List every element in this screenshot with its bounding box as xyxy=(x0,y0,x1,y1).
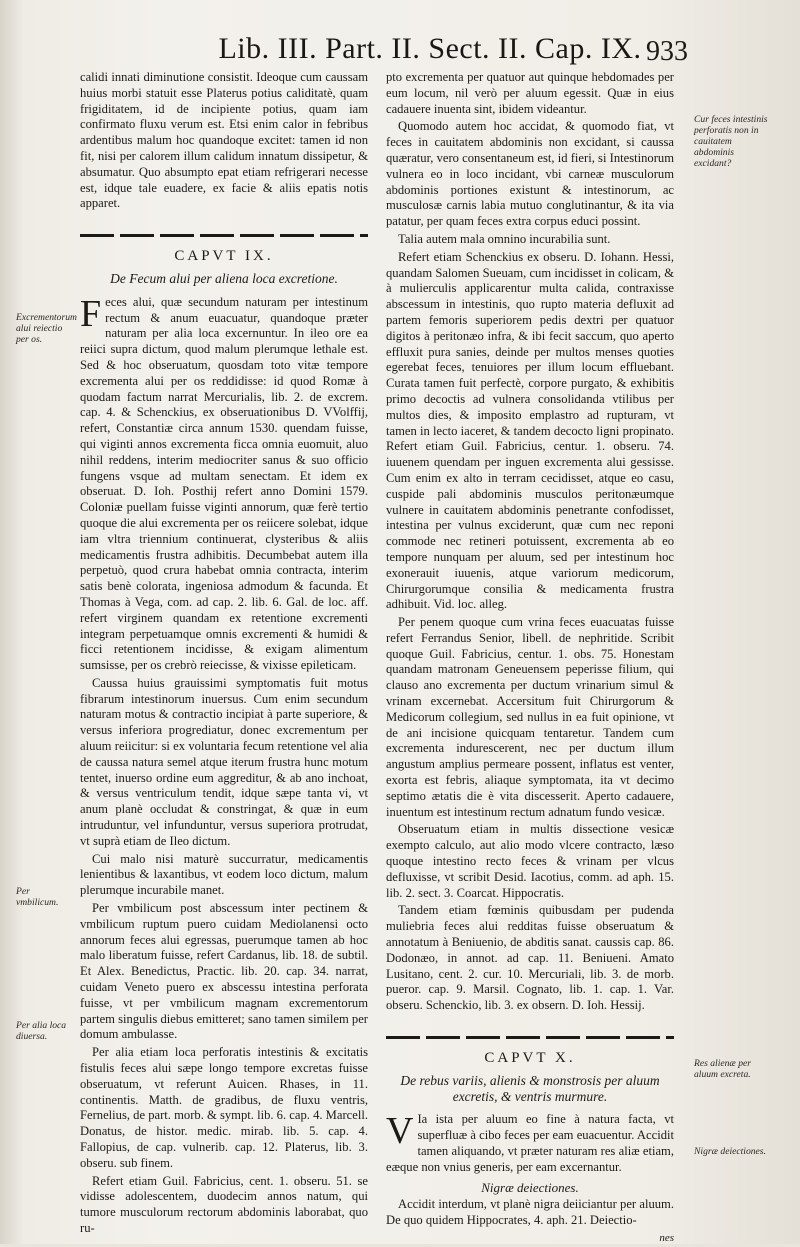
paragraph-text: Ia ista per aluum eo fine à natura facta, vt superfluæ à cibo feces per eam euacuentur. Accidit tamen aliquando, vt præter naturam res aliæ etiam, eæque non vnius generis, per eam excernantur. xyxy=(386,1112,674,1174)
chapter-subtitle: De rebus variis, alienis & monstrosis per aluum excretis, & ventris murmure. xyxy=(400,1072,660,1104)
right-column xyxy=(386,70,674,1247)
running-head: Lib. III. Part. II. Sect. II. Cap. IX. xyxy=(218,32,642,65)
margin-note: Cur feces intestinis perforatis non in cauitatem abdominis excidant? xyxy=(694,114,768,169)
paragraph-text: eces alui, quæ secundum naturam per intestinum rectum & anum euacuatur, quandoque præter naturam per alia loca excernuntur. In ileo ore ea reiici supra dictum, quod malum plerumque lethale est. Sed & hoc obseruatum, quosdam toto vitæ tempore excrementa alui per os reddidisse: id quod Romæ à quodam factum narrat Mercurialis, lib. 2. de excrem. cap. 4. & Schenckius, ex obseruationibus D. VVolffij, refert, Constantiæ circa annum 1530. quendam fuisse, qui viginti annos excrementa ficca omnia euomuit, aluo nihil reddens, interim mediocriter sanus & suo officio fungens vsque ad multam senectam. Et idem ex obseruat. D. Ioh. Posthij refert anno Domini 1579. Coloniæ puellam fuisse viginti annorum, quæ ferè tertio quoque die alui excrementa per os reiicere solebat, idque iam vltra triennium continuerat, clysteribus & aliis medicamentis frustra adhibitis. Decumbebat autem illa perpetuò, quod crura habebat omnia contracta, interim satis benè colorata, ingeniosa admodum & facunda. Et Thomas à Vega, com. ad cap. 2. lib. 6. Gal. de loc. aff. refert virginem quandam ex retentione excrementi integram perpetuamque omnis excrementi & humidi & ficci retentionem incidisse, & exigam alimentum sumsisse, per os crebrò reiecisse, & vixisse epileticam. xyxy=(80,294,368,673)
margin-note: Nigræ deiectiones. xyxy=(694,1146,766,1157)
chapter-ix-paragraph-1 xyxy=(80,292,368,674)
chapter-ix-paragraph-4: Per vmbilicum post abscessum inter pectinem & vmbilicum ruptum puero cuidam Mediolanensi octo annorum feces alui egressas, puerumque tamen ab hoc malo liberatum fuisse, refert Cardanus, lib. 18. de subtil. Et Alex. Benedictus, Practic. lib. 20. cap. 34. narrat, cuidam Veneto puero ex abscessu intestina perforata fuisse, vt per vmbilicum magnam excrementorum partem singulis diebus emitteret; sano tamen similem per domum ambulasse. xyxy=(80,901,368,1042)
section-divider xyxy=(80,234,368,237)
right-paragraph-2: Quomodo autem hoc accidat, & quomodo fiat, vt feces in cauitatem abdominis non excidant, si caussa quæratur, vero consentaneum est, id fieri, si Intestinorum vulnera eo in loco incidant, vbi carneæ musculorum abdominis portiones existunt & intestinorum, ac musculosæ carnis labia mutuo conglutinantur, & ita via patatur, per quam feces extra corpus educi possint. xyxy=(386,119,674,229)
chapter-ix-paragraph-2: Caussa huius grauissimi symptomatis fuit motus fibrarum intestinorum inuersus. Cum enim secundum naturam motus & contractio incipiat à parte superiore, & versus inferiora progrediatur, donec excrementum per aluum reiicitur: si ex voluntaria fecum retentione vel alia de caussa natura semel atque iterum frustra hunc motum tentet, inuerso ordine eum aggreditur, & ab ano inchoat, & versus ventriculum tendit, idque sæpe tanta vi, vt anum planè occludat & constringat, & quæ in eum intruduntur, vel infunduntur, versus superiora protrudat, vt suprà etiam de Ileo dictum. xyxy=(80,675,368,848)
chapter-x-paragraph-1 xyxy=(386,1112,674,1175)
margin-note: Per alia loca diuersa. xyxy=(16,1020,67,1042)
chapter-ix-paragraph-3: Cui malo nisi maturè succurratur, medicamentis lenientibus & laxantibus, vt eodem loco dictum, malum plerumque incurabile manet. xyxy=(80,851,368,898)
chapter-x-paragraph-2: Accidit interdum, vt planè nigra deiiciantur per aluum. De quo quidem Hippocrates, 4. aph. 21. Deiectio- xyxy=(386,1197,674,1228)
catchword: nes xyxy=(659,1231,674,1244)
page-number: 933 xyxy=(646,36,688,67)
left-column xyxy=(80,70,368,1239)
margin-note: Per vmbilicum. xyxy=(16,886,59,908)
dropcap: F xyxy=(80,292,102,335)
right-paragraph-7: Tandem etiam fœminis quibusdam per pudenda muliebria feces alui redditas fuisse obseruatum & annotatum à Beniuenio, de abditis sanat. caussis cap. 86. Dodonæo, in annot. ad cap. 11. Beniueni. Amato Lusitano, cent. 2. cur. 10. Mercuriali, lib. 3. de morb. pueror. cap. 9. Marsil. Cognato, lib. 1. cap. 1. Var. obseru. Schenckio, lib. 3. ex obsern. D. Ioh. Hessij. xyxy=(386,903,674,1013)
chapter-ix-paragraph-5: Per alia etiam loca perforatis intestinis & excitatis fistulis feces alui sæpe longo tempore excretas fuisse obseruatum, vt referunt Auicen. Rhases, in 11. continentis. Matth. de gradibus, de fluxu ventris, Fernelius, de part. morb. & sympt. lib. 6. cap. 4. Marcell. Donatus, de histor. medic. mirab. lib. 5. cap. 4. Fallopius, de cap. vulnerib. cap. 12. Platerus, lib. 3. obseru. sub finem. xyxy=(80,1045,368,1170)
left-top-paragraph: calidi innati diminutione consistit. Ideoque cum caussam huius morbi statuit esse Platerus potius caliditatè, quam frigiditatem, id de incipiente potius, quam iam confirmato fluxu verum est. Etsi enim calor in febribus ardentibus malum hoc quandoque excitet: tamen id non fit, nisi per calorem illum calidum innatum dissipetur, & absumatur. Quo absumpto epat etiam refrigerari necesse est, idque tale euadere, ex facie & aliis epatis notis apparet. xyxy=(80,70,368,211)
chapter-title: CAPVT X. xyxy=(484,1050,576,1067)
margin-note: Excrementorum alui reiectio per os. xyxy=(16,312,77,345)
right-paragraph-4: Refert etiam Schenckius ex obseru. D. Iohann. Hessi, quandam Salomen Sueuam, cum incidisset in colicam, & à mulierculis applicarentur multa calida, contraxisse abscessum in intestinis, quo rupto materia defluxit ad partem femoris superiorem pedis dextri per quatuor digitos à peritonæo infra, & ibi fecit saccum, quo aperto effluxit pura sanies, deinde per multos menses quoties egerebat feces, tenuiores per illum locum effluebant. Curata tamen fuit perfectè, corpore purgato, & exhibitis primo decoctis ad vulnera consolidanda vtilibus per multos dies, & imposito emplastro ad rupturam, vt tamen in lecto iaceret, & tandem decocto ligni propinato. Refert etiam Guil. Fabricius, centur. 1. obseru. 74. iuuenem quendam per inguen excrementa alui gessisse. Cum enim ex alto in terram cecidisset, atque eo casu, cuspide pali abdominis musculos peritonæumque vulnere in cauitatem abdominis penetrante confodisset, intestina per vulnus exciderunt, quæ cum nec reponi commode nec retineri potuissent, excrementa ab eo tempore nunquam per aluum, sed per intestinum hoc exonerauit iuuenis, atque variorum medicorum, Chirurgorumque consilia & medicamenta frustra adhibuit. Vid. loc. alleg. xyxy=(386,249,674,612)
right-paragraph-1: pto excrementa per quatuor aut quinque hebdomades per eum locum, nil verò per aluum egessit. Quæ in eius cadauere inuenta sint, ibidem videantur. xyxy=(386,70,674,116)
dropcap: V xyxy=(386,1110,414,1153)
chapter-title: CAPVT IX. xyxy=(174,248,274,265)
margin-note: Res alienæ per aluum excreta. xyxy=(694,1058,752,1080)
right-paragraph-5: Per penem quoque cum vrina feces euacuatas fuisse refert Ferrandus Senior, libell. de nephritide. Scribit quoque Guil. Fabricius, centur. 1. obs. 75. Honestam quandam matronam Geneuensem peperisse filium, qui clauso ano excrementa per ductum vrinarium simul & vrinam excernebat. Accersitum fuit Chirurgorum & Medicorum collegium, sed nullus in ea fuit opinione, vt de ani incisione quicquam tentaretur. Tandem cum excrementa indurescerent, nec per ductum illum angustum amplius permeare possent, inflatus est venter, exorta est febris, aliaque symptomata, ita vt decimo septimo ætatis die è vita discesserit. Aperto cadauere, inuentum est intestinum rectum adnatum fundo vesicæ. xyxy=(386,615,674,819)
chapter-ix-paragraph-6: Refert etiam Guil. Fabricius, cent. 1. obseru. 51. se vidisse adolescentem, duodecim annos natum, qui tumore musculorum rectorum abdominis laborabat, quo ru- xyxy=(80,1173,368,1235)
right-paragraph-6: Obseruatum etiam in multis dissectione vesicæ exempto calculo, aut alio modo vlcere contracto, læso quoque intestino recto feces & vrinam per vlcus defluxisse, vt scribit Desid. Iacotius, comm. ad aph. 15. lib. 2. sect. 3. Coarcat. Hippocratis. xyxy=(386,822,674,900)
section-subheading: Nigræ deiectiones. xyxy=(481,1179,579,1195)
right-paragraph-3: Talia autem mala omnino incurabilia sunt. xyxy=(398,231,611,246)
section-divider xyxy=(386,1036,674,1039)
chapter-subtitle: De Fecum alui per aliena loca excretione. xyxy=(110,270,338,286)
